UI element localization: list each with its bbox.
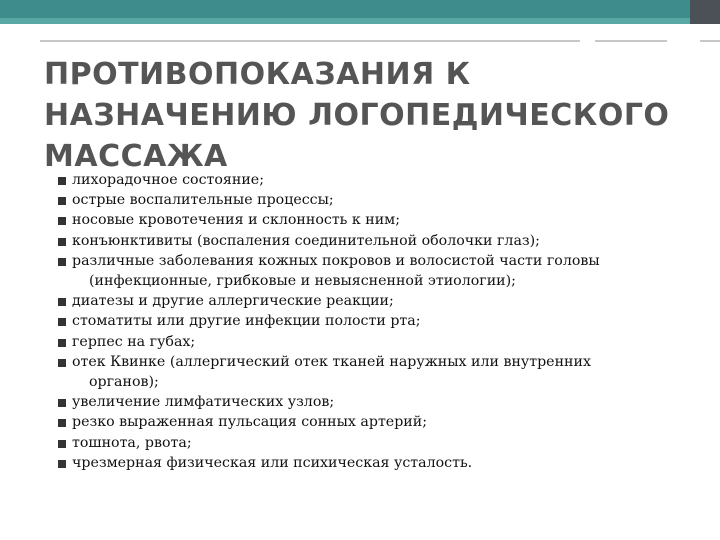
list-item [58, 170, 708, 190]
list-item [58, 311, 708, 331]
list-item-text: лихорадочное состояние; [72, 172, 264, 188]
list-item [58, 190, 708, 210]
list-item-text: отек Квинке (аллергический отек тканей наружных или внутренних [72, 353, 591, 370]
square-bullet-icon [58, 298, 66, 306]
header-corner-block [690, 0, 720, 24]
square-bullet-icon [58, 177, 66, 185]
list-item-text: острые воспалительные процессы; [72, 192, 334, 209]
square-bullet-icon [58, 419, 66, 427]
square-bullet-icon [58, 399, 66, 407]
title-rule-short [595, 40, 667, 42]
page-title [44, 54, 684, 177]
list-item [58, 210, 708, 230]
list-item-continuation: (инфекционные, грибковые и невыясненной этиологии); [89, 273, 516, 290]
list-item-text: стоматиты или другие инфекции полости рта; [72, 313, 421, 330]
title-rule-edge [700, 40, 720, 42]
square-bullet-icon [58, 318, 66, 326]
square-bullet-icon [58, 460, 66, 468]
square-bullet-icon [58, 238, 66, 246]
square-bullet-icon [58, 339, 66, 347]
list-item-text: герпес на губах; [72, 333, 196, 350]
list-item-text: чрезмерная физическая или психическая усталость. [72, 454, 473, 471]
square-bullet-icon [58, 440, 66, 448]
list-item-text: конъюнктивиты (воспаления соединительной оболочки глаз); [72, 232, 540, 249]
list-item [58, 251, 708, 291]
list-item-text: различные заболевания кожных покровов и волосистой части головы [72, 252, 600, 269]
header-accent-band [0, 0, 690, 24]
list-item [58, 332, 708, 352]
square-bullet-icon [58, 197, 66, 205]
title-line: НАЗНАЧЕНИЮ ЛОГОПЕДИЧЕСКОГО [44, 98, 670, 133]
square-bullet-icon [58, 217, 66, 225]
contraindications-list [58, 170, 708, 473]
list-item-text: увеличение лимфатических узлов; [72, 394, 335, 411]
list-item [58, 412, 708, 432]
title-line: МАССАЖА [44, 139, 228, 174]
list-item-text: диатезы и другие аллергические реакции; [72, 293, 394, 310]
title-line: ПРОТИВОПОКАЗАНИЯ К [44, 57, 471, 92]
list-item-text: носовые кровотечения и склонность к ним; [72, 212, 401, 229]
title-rule [40, 40, 580, 42]
list-item [58, 231, 708, 251]
list-item-text: тошнота, рвота; [72, 434, 192, 451]
list-item [58, 291, 708, 311]
square-bullet-icon [58, 258, 66, 266]
list-item-continuation: органов); [89, 374, 159, 391]
list-item [58, 392, 708, 412]
list-item [58, 352, 708, 392]
list-item [58, 433, 708, 453]
list-item [58, 453, 708, 473]
list-item-text: резко выраженная пульсация сонных артерий; [72, 414, 427, 431]
square-bullet-icon [58, 359, 66, 367]
